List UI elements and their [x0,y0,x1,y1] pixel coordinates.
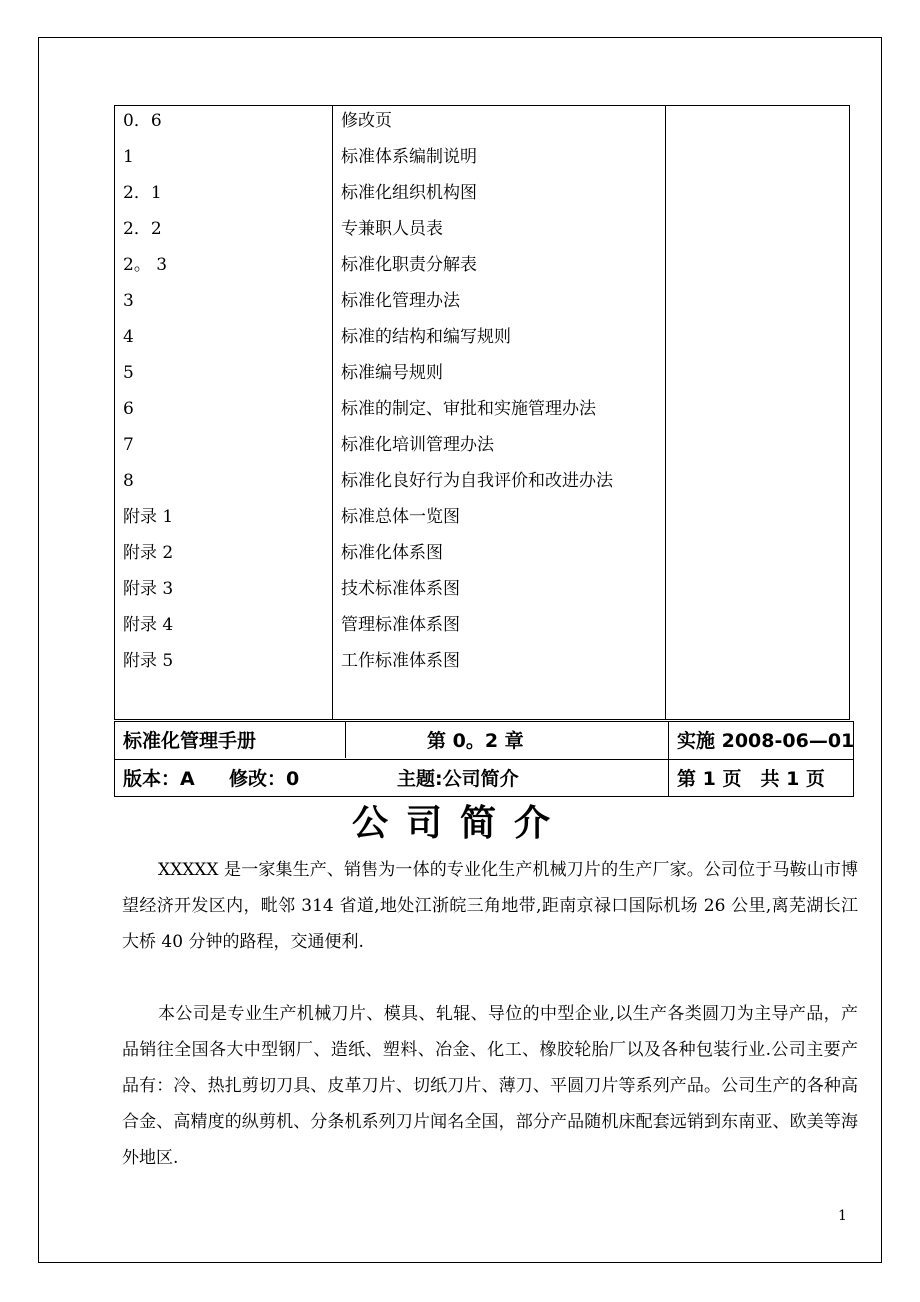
toc-section-title: 标准化管理办法 [341,291,460,311]
toc-section-title: 标准化培训管理办法 [341,435,494,455]
toc-row [115,505,849,541]
body-paragraph-1: XXXXX 是一家集生产、销售为一体的专业化生产机械刀片的生产厂家。公司位于马鞍山市博望经济开发区内，毗邻 314 省道,地处江浙皖三角地带,距南京禄口国际机场 26 公里,离芜湖长江大桥 40 分钟的路程，交通便利. [122,860,858,952]
toc-row [115,577,849,613]
page-number: 1 [838,1208,847,1224]
toc-row [115,433,849,469]
toc-row [115,145,849,181]
toc-section-number: 附录 2 [123,543,174,563]
document-header-table [114,721,854,797]
toc-section-title: 标准的制定、审批和实施管理办法 [341,399,596,419]
toc-section-title: 标准化体系图 [341,543,443,563]
version-label: 版本：A [123,768,195,790]
toc-section-number: 附录 5 [123,651,174,671]
toc-section-number: 2．1 [123,183,162,203]
toc-section-title: 修改页 [341,111,392,131]
toc-section-number: 6 [123,399,134,419]
toc-section-title: 标准的结构和编写规则 [341,327,511,347]
toc-section-number: 3 [123,291,134,311]
toc-section-title: 管理标准体系图 [341,615,460,635]
subject-label: 主题:公司简介 [397,768,519,790]
toc-row [115,649,849,685]
toc-row [115,325,849,361]
toc-section-number: 2．2 [123,219,162,239]
toc-section-title: 标准化职责分解表 [341,255,477,275]
toc-table [114,105,850,720]
toc-section-number: 5 [123,363,134,383]
toc-row [115,361,849,397]
toc-row [115,613,849,649]
toc-row [115,541,849,577]
toc-section-title: 标准化组织机构图 [341,183,477,203]
header-row-divider [115,759,853,760]
toc-section-number: 7 [123,435,134,455]
toc-section-number: 附录 4 [123,615,174,635]
toc-section-title: 专兼职人员表 [341,219,443,239]
effective-date: 实施 2008-06—01 [677,730,855,752]
toc-row [115,181,849,217]
toc-row [115,289,849,325]
manual-title: 标准化管理手册 [123,730,257,752]
header-column-divider [345,722,346,758]
body-paragraph-2: 本公司是专业生产机械刀片、模具、轧辊、导位的中型企业,以生产各类圆刀为主导产品，产品销往全国各大中型钢厂、造纸、塑料、冶金、化工、橡胶轮胎厂以及各种包装行业.公司主要产品有：冷、热扎剪切刀具、皮革刀片、切纸刀片、薄刀、平圆刀片等系列产品。公司生产的各种高合金、高精度的纵剪机、分条机系列刀片闻名全国，部分产品随机床配套远销到东南亚、欧美等海外地区. [122,1004,858,1168]
toc-section-number: 8 [123,471,134,491]
toc-section-title: 技术标准体系图 [341,579,460,599]
toc-row [115,217,849,253]
toc-section-title: 标准编号规则 [341,363,443,383]
header-column-divider [668,722,669,796]
toc-section-title: 标准总体一览图 [341,507,460,527]
toc-section-number: 0．6 [123,111,162,131]
chapter-number: 第 0。2 章 [427,730,524,752]
page-count-label: 第 1 页 共 1 页 [677,768,825,790]
toc-section-title: 工作标准体系图 [341,651,460,671]
toc-section-title: 标准化良好行为自我评价和改进办法 [341,471,613,491]
toc-row [115,109,849,145]
toc-row [115,469,849,505]
toc-section-number: 2。 3 [123,255,168,275]
toc-section-number: 附录 3 [123,579,174,599]
toc-section-number: 附录 1 [123,507,174,527]
toc-section-number: 1 [123,147,134,167]
toc-section-title: 标准体系编制说明 [341,147,477,167]
toc-section-number: 4 [123,327,134,347]
toc-row [115,253,849,289]
toc-row [115,397,849,433]
page-title: 公司简介 [351,803,568,844]
revision-label: 修改：0 [229,768,300,790]
